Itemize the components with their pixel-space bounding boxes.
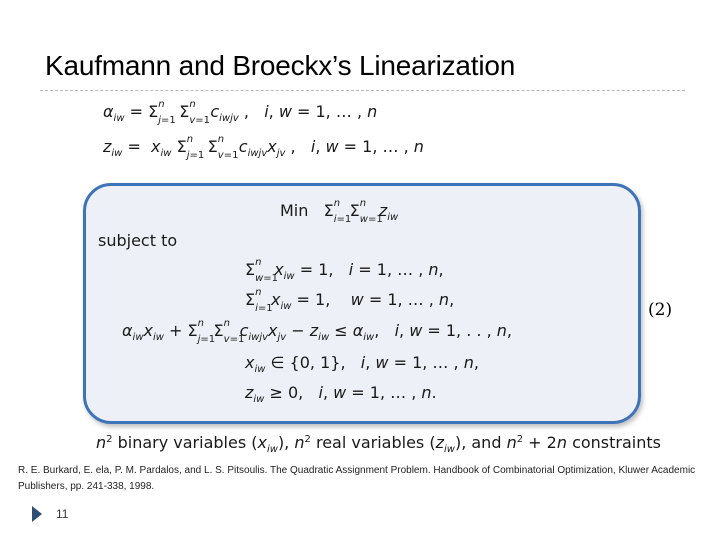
slide-title: Kaufmann and Broeckx’s Linearization	[45, 50, 516, 81]
constraint-binary: $x_{iw}$ ∈ {0, 1}, i, w = 1, … , n,	[245, 353, 479, 375]
z-definition: $z_{iw} = x_{iw}$ Σ n j=1 Σ n v=1 $c_{iwjv}x_{jv}$ , i, w = 1, … , n	[103, 134, 424, 161]
equation-number: (2)	[648, 300, 673, 320]
title-divider	[40, 90, 685, 91]
alpha-definition: $\alpha_{iw} = \Sigma$ n j=1 Σ n v=1 $c_{iwjv}$ , i, w = 1, … , n	[103, 99, 378, 126]
subject-to-label: subject to	[98, 231, 178, 250]
objective-function: Min Σ n i=1 Σ n w=1 $z_{iw}$	[280, 198, 399, 225]
summary-line: $n^2$ binary variables $(x_{iw})$, $n^2$ real variables $(z_{iw})$, and $n^2 + 2n$ constraints	[96, 433, 661, 455]
constraint-column-assignment: Σ n i=1 $x_{iw} = 1$, w = 1, … , n,	[245, 287, 455, 314]
reference-citation: R. E. Burkard, E. ela, P. M. Pardalos, and L. S. Pitsoulis. The Quadratic Assignment Problem. Handbook of Combinatorial Optimization, Kluwer Academic Publishers, pp. 241-338, 1998.	[18, 465, 696, 492]
constraint-nonnegative: $z_{iw} \ge 0$, i, w = 1, … , n.	[245, 383, 437, 405]
bullet-arrow-icon	[32, 506, 42, 522]
constraint-row-assignment: Σ n w=1 $x_{iw} = 1$, i = 1, … , n,	[245, 257, 444, 284]
constraint-linearization: $\alpha_{iw}x_{iw} + \Sigma$ n j=1 Σ n v=1 $c_{iwjv}x_{jv} - z_{iw} \le \alpha_{iw}$, i, w = 1, . . , n,	[122, 318, 512, 345]
page-number: 11	[56, 507, 69, 521]
